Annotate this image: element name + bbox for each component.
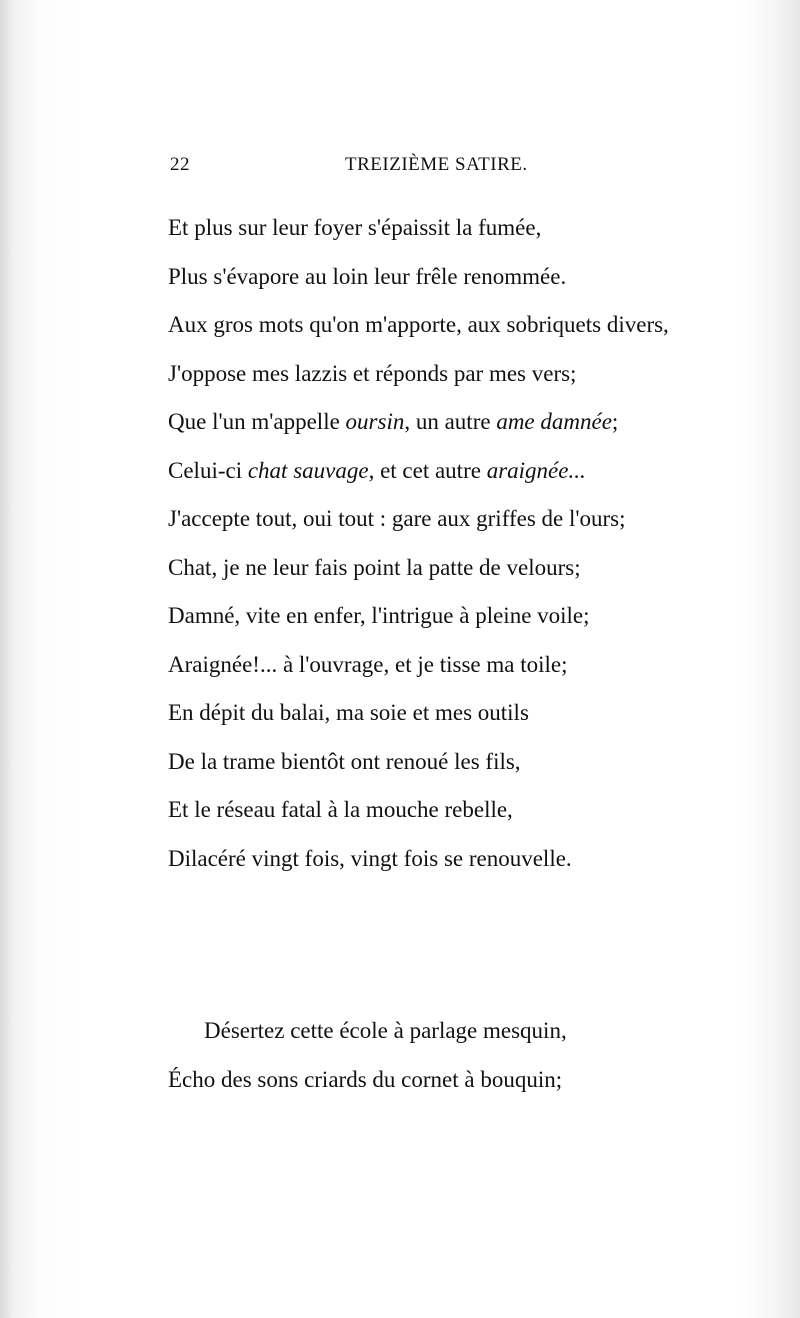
verse-line: Damné, vite en enfer, l'intrigue à pleine voile;	[168, 603, 590, 628]
verse-line: Plus s'évapore au loin leur frêle renommée.	[168, 263, 567, 289]
running-head	[170, 154, 560, 184]
verse-line: Désertez cette école à parlage mesquin,	[204, 1018, 567, 1043]
verse-text: , et cet autre	[368, 457, 487, 483]
verse-line: De la trame bientôt ont renoué les fils,	[168, 748, 521, 774]
verse-line: J'oppose mes lazzis et réponds par mes vers;	[168, 360, 577, 386]
verse-line: Et plus sur leur foyer s'épaissit la fumée,	[168, 215, 542, 240]
verse-line: Écho des sons criards du cornet à bouquin;	[168, 1066, 563, 1092]
italic-word: oursin	[345, 409, 405, 434]
running-title: TREIZIÈME SATIRE.	[345, 154, 528, 175]
verse-line: En dépit du balai, ma soie et mes outils	[168, 700, 529, 725]
verse-line: Aux gros mots qu'on m'apporte, aux sobriquets divers,	[168, 312, 669, 337]
verse-line	[168, 398, 768, 447]
verse-text: , un autre	[404, 409, 497, 434]
poem-text	[168, 204, 768, 1104]
verse-line: Araignée!... à l'ouvrage, et je tisse ma toile;	[168, 651, 568, 677]
page-number: 22	[170, 154, 190, 175]
verse-line: Et le réseau fatal à la mouche rebelle,	[168, 797, 513, 822]
italic-word: ame damnée	[496, 409, 612, 434]
verse-line: Chat, je ne leur fais point la patte de velours;	[168, 554, 581, 580]
italic-word: chat sauvage	[247, 457, 369, 483]
stanza-break	[168, 883, 768, 1007]
verse-text: Que l'un m'appelle	[168, 409, 346, 434]
verse-line: J'accepte tout, oui tout : gare aux griffes de l'ours;	[168, 506, 626, 531]
verse-text: Celui-ci	[168, 457, 248, 483]
verse-text: ;	[611, 409, 619, 434]
italic-word: araignée...	[486, 457, 586, 483]
verse-line	[168, 447, 768, 496]
verse-line: Dilacéré vingt fois, vingt fois se renouvelle.	[168, 845, 572, 871]
